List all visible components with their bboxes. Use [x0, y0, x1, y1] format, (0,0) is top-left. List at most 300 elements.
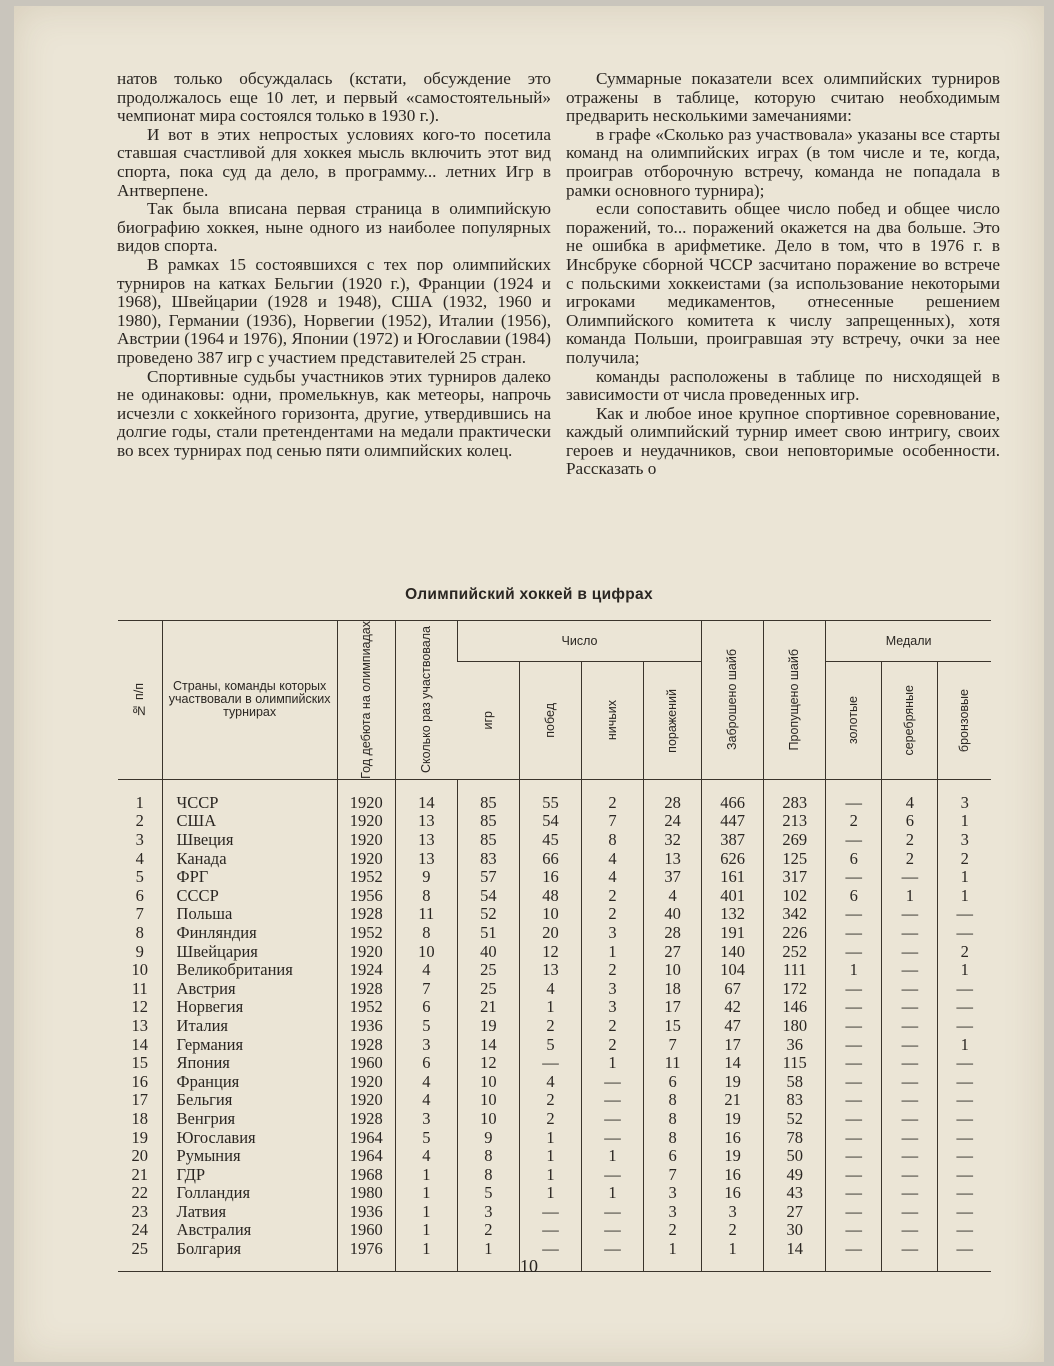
header-medals-group: Медали [826, 621, 991, 662]
table-cell: — [826, 1110, 882, 1129]
table-cell: — [882, 1073, 938, 1092]
table-cell: 1 [938, 1036, 991, 1055]
table-cell: 1928 [337, 1036, 395, 1055]
table-cell: 30 [764, 1221, 826, 1240]
country-cell: Латвия [162, 1203, 337, 1222]
table-cell: 1 [826, 961, 882, 980]
table-cell: — [826, 924, 882, 943]
country-cell: ЧССР [162, 779, 337, 812]
table-cell: 16 [702, 1184, 764, 1203]
table-cell: 66 [519, 850, 581, 869]
table-cell: 12 [457, 1054, 519, 1073]
header-scored: Заброшено шайб [702, 621, 764, 780]
country-cell: ФРГ [162, 868, 337, 887]
table-cell: 3 [395, 1036, 457, 1055]
table-cell: — [826, 1091, 882, 1110]
table-cell: 1 [395, 1184, 457, 1203]
table-cell: 1920 [337, 812, 395, 831]
table-cell: — [882, 998, 938, 1017]
table-cell: — [519, 1221, 581, 1240]
table-cell: 1 [702, 1240, 764, 1271]
table-cell: 3 [581, 980, 643, 999]
table-cell: 10 [457, 1091, 519, 1110]
country-cell: СССР [162, 887, 337, 906]
table-cell: 1952 [337, 924, 395, 943]
table-cell: 13 [519, 961, 581, 980]
table-cell: — [938, 1129, 991, 1148]
table-cell: 3 [457, 1203, 519, 1222]
table-cell: — [938, 980, 991, 999]
header-games: игр [457, 662, 519, 780]
table-cell: 6 [395, 998, 457, 1017]
table-cell: 45 [519, 831, 581, 850]
country-cell: Бельгия [162, 1091, 337, 1110]
table-cell: — [826, 1073, 882, 1092]
table-cell: 51 [457, 924, 519, 943]
table-cell: — [519, 1240, 581, 1271]
table-cell: 1 [581, 1054, 643, 1073]
table-cell: 2 [644, 1221, 702, 1240]
table-cell: 4 [395, 1147, 457, 1166]
table-row [118, 1184, 991, 1203]
table-row [118, 779, 991, 812]
table-cell: 13 [131, 1015, 149, 1035]
header-wins: побед [519, 662, 581, 780]
table-cell: 140 [702, 943, 764, 962]
table-cell: 3 [395, 1110, 457, 1129]
table-cell: 447 [702, 812, 764, 831]
table-cell: — [581, 1203, 643, 1222]
table-cell: 1936 [337, 1017, 395, 1036]
table-cell: 626 [702, 850, 764, 869]
table-row [118, 1221, 991, 1240]
table-cell: — [581, 1129, 643, 1148]
table-cell: — [938, 1184, 991, 1203]
table-cell: 8 [457, 1147, 519, 1166]
table-cell: 85 [457, 812, 519, 831]
table-cell: — [581, 1073, 643, 1092]
table-cell: 43 [764, 1184, 826, 1203]
table-cell: 1 [644, 1240, 702, 1271]
table-row [118, 1036, 991, 1055]
olympic-hockey-table [118, 620, 991, 1272]
table-cell: 213 [764, 812, 826, 831]
table-cell: 1920 [337, 779, 395, 812]
table-cell: 4 [581, 868, 643, 887]
country-cell: Австрия [162, 980, 337, 999]
table-cell: — [882, 1240, 938, 1271]
table-cell: 10 [131, 960, 149, 980]
header-number-group: Число [457, 621, 701, 662]
table-cell: 5 [519, 1036, 581, 1055]
table-cell: 19 [131, 1127, 149, 1147]
table-cell: 2 [938, 943, 991, 962]
table-cell: 7 [644, 1166, 702, 1185]
table-cell: — [826, 1240, 882, 1271]
table-cell: — [581, 1166, 643, 1185]
table-cell: — [882, 1036, 938, 1055]
table-cell: — [938, 924, 991, 943]
table-cell: — [938, 1017, 991, 1036]
table-cell: 1 [457, 1240, 519, 1271]
table-cell: 2 [882, 850, 938, 869]
table-cell: 27 [644, 943, 702, 962]
country-cell: США [162, 812, 337, 831]
table-cell: — [826, 905, 882, 924]
table-cell: 83 [457, 850, 519, 869]
table-cell: — [519, 1203, 581, 1222]
table-cell: 5 [395, 1017, 457, 1036]
table-cell: 4 [135, 848, 144, 868]
table-cell: 17 [702, 1036, 764, 1055]
country-cell: Югославия [162, 1129, 337, 1148]
table-body [118, 779, 991, 1271]
table-cell: — [882, 943, 938, 962]
table-cell: — [882, 1054, 938, 1073]
table-cell: 5 [135, 867, 144, 887]
table-cell: 4 [519, 1073, 581, 1092]
table-cell: 2 [882, 831, 938, 850]
header-gold: золотые [826, 662, 882, 780]
table-cell: 132 [702, 905, 764, 924]
table-cell: 1976 [337, 1240, 395, 1271]
table-row [118, 980, 991, 999]
table-cell: — [938, 1166, 991, 1185]
table-cell: 14 [457, 1036, 519, 1055]
table-cell: 3 [581, 998, 643, 1017]
table-cell: 10 [457, 1073, 519, 1092]
table-cell: — [882, 924, 938, 943]
table-row [118, 1147, 991, 1166]
table-cell: — [826, 1017, 882, 1036]
table-cell: 16 [131, 1071, 149, 1091]
table-row [118, 1091, 991, 1110]
table-cell: 49 [764, 1166, 826, 1185]
table-cell: — [938, 1110, 991, 1129]
table-cell: 1 [938, 868, 991, 887]
table-cell: — [581, 1091, 643, 1110]
table-cell: 1 [938, 961, 991, 980]
paragraph: команды расположены в таблице по нисходящей в зависимости от числа проведенных игр. [566, 366, 1000, 405]
table-cell: 1920 [337, 1073, 395, 1092]
table-cell: 3 [135, 830, 144, 850]
table-cell: — [826, 1166, 882, 1185]
table-cell: 25 [118, 1240, 162, 1271]
table-row [118, 998, 991, 1017]
table-cell: — [882, 980, 938, 999]
table-cell: 111 [764, 961, 826, 980]
table-cell: 13 [395, 812, 457, 831]
table-cell: 24 [131, 1220, 149, 1240]
table-cell: 10 [519, 905, 581, 924]
right-text-column [566, 70, 1000, 479]
header-num: № п/п [118, 621, 162, 780]
table-cell: 8 [644, 1110, 702, 1129]
table-cell: 161 [702, 868, 764, 887]
table-cell: 1952 [337, 998, 395, 1017]
table-cell: 1 [395, 1203, 457, 1222]
country-cell: Финляндия [162, 924, 337, 943]
table-row [118, 868, 991, 887]
table-row [118, 1129, 991, 1148]
table-cell: 283 [764, 779, 826, 812]
table-row [118, 887, 991, 906]
table-row [118, 812, 991, 831]
table-cell: 191 [702, 924, 764, 943]
table-cell: — [938, 905, 991, 924]
table-cell: 5 [457, 1184, 519, 1203]
table-cell: 1964 [337, 1129, 395, 1148]
table-cell: — [882, 1203, 938, 1222]
table-cell: 6 [644, 1073, 702, 1092]
table-row [118, 1054, 991, 1073]
table-cell: — [882, 1147, 938, 1166]
table-cell: 1928 [337, 905, 395, 924]
table-cell: — [882, 868, 938, 887]
table-cell: 16 [702, 1129, 764, 1148]
table-cell: 36 [764, 1036, 826, 1055]
table-cell: — [882, 961, 938, 980]
table-cell: 2 [938, 850, 991, 869]
header-losses: поражений [644, 662, 702, 780]
table-cell: 21 [702, 1091, 764, 1110]
table-cell: 1 [519, 1184, 581, 1203]
table-cell: 2 [702, 1221, 764, 1240]
table-cell: 1980 [337, 1184, 395, 1203]
table-cell: 104 [702, 961, 764, 980]
table-cell: 67 [702, 980, 764, 999]
table-cell: 27 [764, 1203, 826, 1222]
table-cell: 3 [938, 831, 991, 850]
country-cell: Болгария [162, 1240, 337, 1271]
table-cell: — [882, 1129, 938, 1148]
table-cell: 78 [764, 1129, 826, 1148]
table-cell: 1 [519, 1166, 581, 1185]
paragraph: если сопоставить общее число побед и общее число поражений, то... поражений окажется на два больше. Это не ошибка в арифметике. Дело в том, что в 1976 г. в Инсбруке сборной ЧССР засчитано поражение во встрече с польскими хоккеистами (за использование некоторыми игроками медикаментов, отнесенные решением Олимпийского комитета к числу запрещенных), хотя команда Польши, проигравшая эту встречу, очки за нее получила; [566, 199, 1000, 367]
table-cell: 9 [395, 868, 457, 887]
table-cell: 52 [764, 1110, 826, 1129]
paragraph: И вот в этих непростых условиях кого-то посетила ставшая счастливой для хоккея мысль включить этот вид спорта, пока суд да дело, в программу... летних Игр в Антверпене. [117, 124, 551, 200]
table-cell: 4 [882, 779, 938, 812]
table-cell: 32 [644, 831, 702, 850]
table-cell: 1960 [337, 1221, 395, 1240]
table-cell: 1 [395, 1221, 457, 1240]
table-cell: — [826, 779, 882, 812]
table-cell: — [882, 1091, 938, 1110]
table-cell: 54 [457, 887, 519, 906]
table-cell: 1 [938, 812, 991, 831]
table-cell: 13 [395, 831, 457, 850]
table-title: Олимпийский хоккей в цифрах [405, 586, 653, 603]
table-cell: 24 [644, 812, 702, 831]
table-cell: — [826, 1036, 882, 1055]
table-cell: 4 [581, 850, 643, 869]
table-cell: 1968 [337, 1166, 395, 1185]
table-cell: 1960 [337, 1054, 395, 1073]
table-cell: 2 [519, 1017, 581, 1036]
table-cell: 14 [702, 1054, 764, 1073]
table-cell: 3 [644, 1184, 702, 1203]
table-cell: — [826, 1147, 882, 1166]
table-cell: — [882, 1017, 938, 1036]
table-cell: 8 [395, 887, 457, 906]
table-cell: 2 [581, 779, 643, 812]
paragraph: Так была вписана первая страница в олимпийскую биографию хоккея, ныне одного из наиболее популярных видов спорта. [117, 199, 551, 256]
country-cell: Австралия [162, 1221, 337, 1240]
country-cell: Канада [162, 850, 337, 869]
table-row [118, 924, 991, 943]
table-cell: 21 [131, 1164, 149, 1184]
table-cell: 6 [395, 1054, 457, 1073]
table-cell: — [882, 905, 938, 924]
country-cell: Япония [162, 1054, 337, 1073]
table-row [118, 831, 991, 850]
table-cell: 269 [764, 831, 826, 850]
table-cell: 1920 [337, 943, 395, 962]
table-cell: 12 [131, 997, 149, 1017]
header-times: Сколько раз участвовала [395, 621, 457, 780]
table-cell: 1920 [337, 1091, 395, 1110]
table-cell: 15 [131, 1053, 149, 1073]
table-cell: — [826, 831, 882, 850]
table-cell: 1924 [337, 961, 395, 980]
table-cell: 4 [395, 1091, 457, 1110]
table-row [118, 905, 991, 924]
table-cell: 8 [644, 1129, 702, 1148]
table-cell: — [826, 980, 882, 999]
table-cell: — [826, 998, 882, 1017]
table-cell: 2 [519, 1091, 581, 1110]
country-cell: ГДР [162, 1166, 337, 1185]
table-cell: 3 [644, 1203, 702, 1222]
table-row [118, 1110, 991, 1129]
table-cell: — [826, 1054, 882, 1073]
table-cell: 37 [644, 868, 702, 887]
table-cell: 2 [581, 905, 643, 924]
paragraph: Спортивные судьбы участников этих турниров далеко не одинаковы: одни, промелькнув, как метеоры, напрочь исчезли с хоккейного горизонта, другие, утвердившись на долгие годы, стали претендентами на медали практически во всех турнирах под сенью пяти олимпийских колец. [117, 366, 551, 460]
table-cell: 25 [457, 980, 519, 999]
table-cell: 2 [581, 1017, 643, 1036]
table-cell: — [938, 998, 991, 1017]
table-cell: 1920 [337, 831, 395, 850]
table-cell: — [826, 1203, 882, 1222]
table-cell: — [938, 1203, 991, 1222]
table-cell: 401 [702, 887, 764, 906]
table-cell: 2 [581, 961, 643, 980]
table-cell: 342 [764, 905, 826, 924]
table-cell: 387 [702, 831, 764, 850]
table-cell: — [938, 1054, 991, 1073]
table-cell: 8 [395, 924, 457, 943]
table-cell: 19 [702, 1073, 764, 1092]
table-cell: 9 [135, 941, 144, 961]
table-row [118, 943, 991, 962]
table-cell: 6 [135, 885, 144, 905]
table-cell: 6 [644, 1147, 702, 1166]
table-cell: 3 [581, 924, 643, 943]
header-conceded: Пропущено шайб [764, 621, 826, 780]
table-cell: — [938, 1147, 991, 1166]
table-cell: 1936 [337, 1203, 395, 1222]
table-cell: 13 [644, 850, 702, 869]
book-page [14, 6, 1044, 1362]
table-cell: 19 [702, 1147, 764, 1166]
table-cell: 4 [519, 980, 581, 999]
table-cell: 16 [519, 868, 581, 887]
header-silver: серебряные [882, 662, 938, 780]
table-cell: 146 [764, 998, 826, 1017]
table-cell: 1928 [337, 980, 395, 999]
table-cell: 17 [131, 1090, 149, 1110]
country-cell: Италия [162, 1017, 337, 1036]
paragraph: Суммарные показатели всех олимпийских турниров отражены в таблице, которую считаю необходимым предварить несколькими замечаниями: [566, 69, 1000, 126]
table-cell: — [581, 1221, 643, 1240]
table-cell: 1 [882, 887, 938, 906]
country-cell: Польша [162, 905, 337, 924]
table-cell: 317 [764, 868, 826, 887]
table-cell: 1956 [337, 887, 395, 906]
table-cell: — [938, 1240, 991, 1271]
table-cell: 7 [135, 904, 144, 924]
table-cell: 3 [938, 779, 991, 812]
table-cell: 6 [826, 887, 882, 906]
table-row [118, 1166, 991, 1185]
country-cell: Великобритания [162, 961, 337, 980]
table-cell: — [938, 1073, 991, 1092]
table-cell: — [826, 1221, 882, 1240]
table-cell: 42 [702, 998, 764, 1017]
table-cell: 50 [764, 1147, 826, 1166]
table-cell: 5 [395, 1129, 457, 1148]
table-cell: 13 [395, 850, 457, 869]
table-cell: 19 [702, 1110, 764, 1129]
table-cell: 47 [702, 1017, 764, 1036]
table-cell: 48 [519, 887, 581, 906]
table-cell: 17 [644, 998, 702, 1017]
table-cell: 125 [764, 850, 826, 869]
table-cell: 180 [764, 1017, 826, 1036]
table-cell: 3 [702, 1203, 764, 1222]
country-cell: Швейцария [162, 943, 337, 962]
table-cell: — [826, 1184, 882, 1203]
table-row [118, 850, 991, 869]
table-cell: — [826, 1129, 882, 1148]
table-cell: — [938, 1221, 991, 1240]
table-row [118, 1073, 991, 1092]
table-cell: 1 [135, 792, 144, 812]
table-cell: 1 [938, 887, 991, 906]
table-cell: 172 [764, 980, 826, 999]
table-cell: 8 [457, 1166, 519, 1185]
table-cell: 25 [457, 961, 519, 980]
table-cell: 11 [131, 978, 148, 998]
table-cell: 57 [457, 868, 519, 887]
table-cell: 22 [131, 1183, 149, 1203]
country-cell: Швеция [162, 831, 337, 850]
table-row [118, 1203, 991, 1222]
table-cell: 58 [764, 1073, 826, 1092]
table-cell: 85 [457, 779, 519, 812]
table-cell: 115 [764, 1054, 826, 1073]
table-cell: 8 [581, 831, 643, 850]
table-cell: 1 [581, 943, 643, 962]
table-cell: 18 [131, 1108, 149, 1128]
table-cell: 23 [131, 1201, 149, 1221]
table-cell: 2 [457, 1221, 519, 1240]
table-cell: 55 [519, 779, 581, 812]
table-cell: — [581, 1240, 643, 1271]
table-cell: — [882, 1184, 938, 1203]
